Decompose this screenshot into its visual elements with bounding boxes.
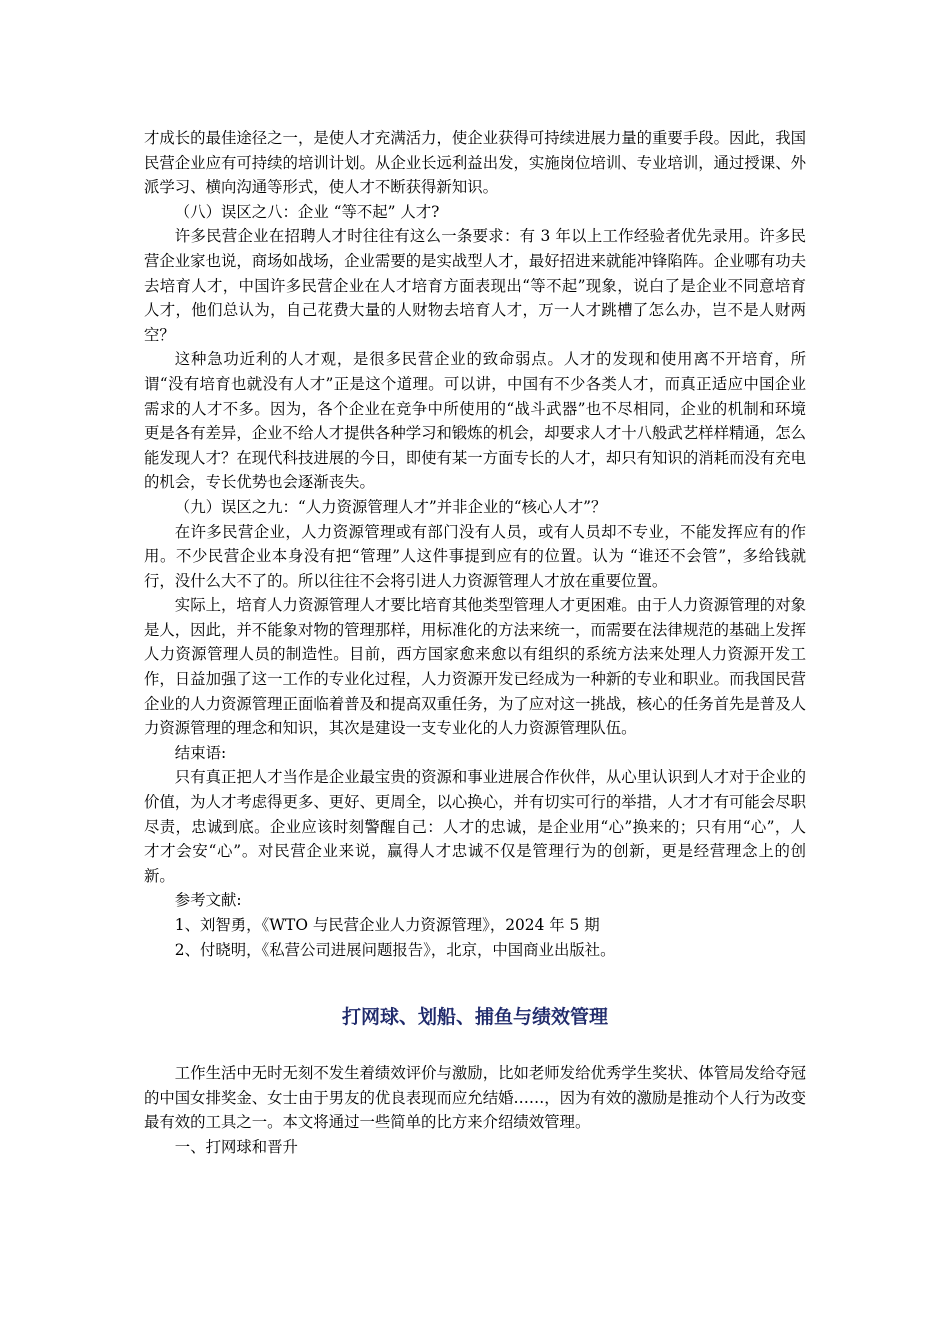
paragraph-myth-8-b: 这种急功近利的人才观，是很多民营企业的致命弱点。人才的发现和使用离不开培育，所谓“没有培育也就没有人才”正是这个道理。可以讲，中国有不少各类人才，而真正适应中国企业需求的人才不多。因为，各个企业在竞争中所使用的“战斗武器”也不尽相同，企业的机制和环境更是各有差异，企业不给人才提供各种学习和锻炼的机会，却要求人才十八般武艺样样精通，怎么能发现人才？在现代科技进展的今日，即使有某一方面专长的人才，却只有知识的消耗而没有充电的机会，专长优势也会逐渐丧失。 (144, 350, 806, 492)
reference-item: 2、付晓明，《私营公司进展问题报告》，北京，中国商业出版社。 (174, 940, 616, 959)
conclusion-label: 结束语: (174, 743, 227, 762)
paragraph-training-continued: 才成长的最佳途径之一，是使人才充满活力，使企业获得可持续进展力量的重要手段。因此，我国民营企业应有可持续的培训计划。从企业长远利益出发，实施岗位培训、专业培训，通过授课、外派学习、横向沟通等形式，使人才不断获得新知识。 (144, 129, 806, 197)
document-page (144, 126, 806, 1160)
references-label: 参考文献: (174, 891, 242, 910)
reference-item: 1、刘智勇，《WTO 与民营企业人力资源管理》，2024 年 5 期 (174, 916, 600, 934)
paragraph-intro: 工作生活中无时无刻不发生着绩效评价与激励，比如老师发给优秀学生奖状、体管局发给夺冠的中国女排奖金、女士由于男友的优良表现而应允结婚……，因为有效的激励是推动个人行为改变最有效的工具之一。本文将通过一些简单的比方来介绍绩效管理。 (144, 1064, 806, 1132)
paragraph-myth-9-b: 实际上，培育人力资源管理人才要比培育其他类型管理人才更困难。由于人力资源管理的对象是人，因此，并不能象对物的管理那样，用标准化的方法来统一，而需要在法律规范的基础上发挥人力资源管理人员的制造性。目前，西方国家愈来愈以有组织的系统方法来处理人力资源开发工作，日益加强了这一工作的专业化过程，人力资源开发已经成为一种新的专业和职业。而我国民营企业的人力资源管理正面临着普及和提高双重任务，为了应对这一挑战，核心的任务首先是普及人力资源管理的理念和知识，其次是建设一支专业化的人力资源管理队伍。 (144, 596, 806, 738)
paragraph-myth-9-a: 在许多民营企业，人力资源管理或有部门没有人员，或有人员却不专业，不能发挥应有的作用。不少民营企业本身没有把“管理”人这件事提到应有的位置。认为 “谁还不会管”，多给钱就行，没什么大不了的。所以往往不会将引进人力资源管理人才放在重要位置。 (144, 522, 806, 590)
section-heading-myth-9: （九）误区之九：“人力资源管理人才”并非企业的“核心人才”？ (174, 497, 607, 516)
section-heading-myth-8: （八）误区之八：企业 “等不起” 人才? (174, 202, 440, 221)
paragraph-myth-8-a: 许多民营企业在招聘人才时往往有这么一条要求：有 3 年以上工作经验者优先录用。许多民营企业家也说，商场如战场，企业需要的是实战型人才，最好招进来就能冲锋陷阵。企业哪有功夫去培育人才，中国许多民营企业在人才培育方面表现出“等不起”现象，说白了是企业不同意培育人才，他们总认为，自己花费大量的人财物去培育人才，万一人才跳槽了怎么办，岂不是人财两空？ (144, 227, 806, 344)
article-title: 打网球、划船、捕鱼与绩效管理 (341, 1006, 608, 1029)
paragraph-conclusion: 只有真正把人才当作是企业最宝贵的资源和事业进展合作伙伴，从心里认识到人才对于企业的价值，为人才考虑得更多、更好、更周全，以心换心，并有切实可行的举措，人才才有可能会尽职尽责，忠诚到底。企业应该时刻警醒自己：人才的忠诚，是企业用“心”换来的；只有用“心”，人才才会安“心”。对民营企业来说，赢得人才忠诚不仅是管理行为的创新，更是经营理念上的创新。 (144, 768, 806, 885)
section-heading-tennis: 一、打网球和晋升 (174, 1137, 298, 1156)
